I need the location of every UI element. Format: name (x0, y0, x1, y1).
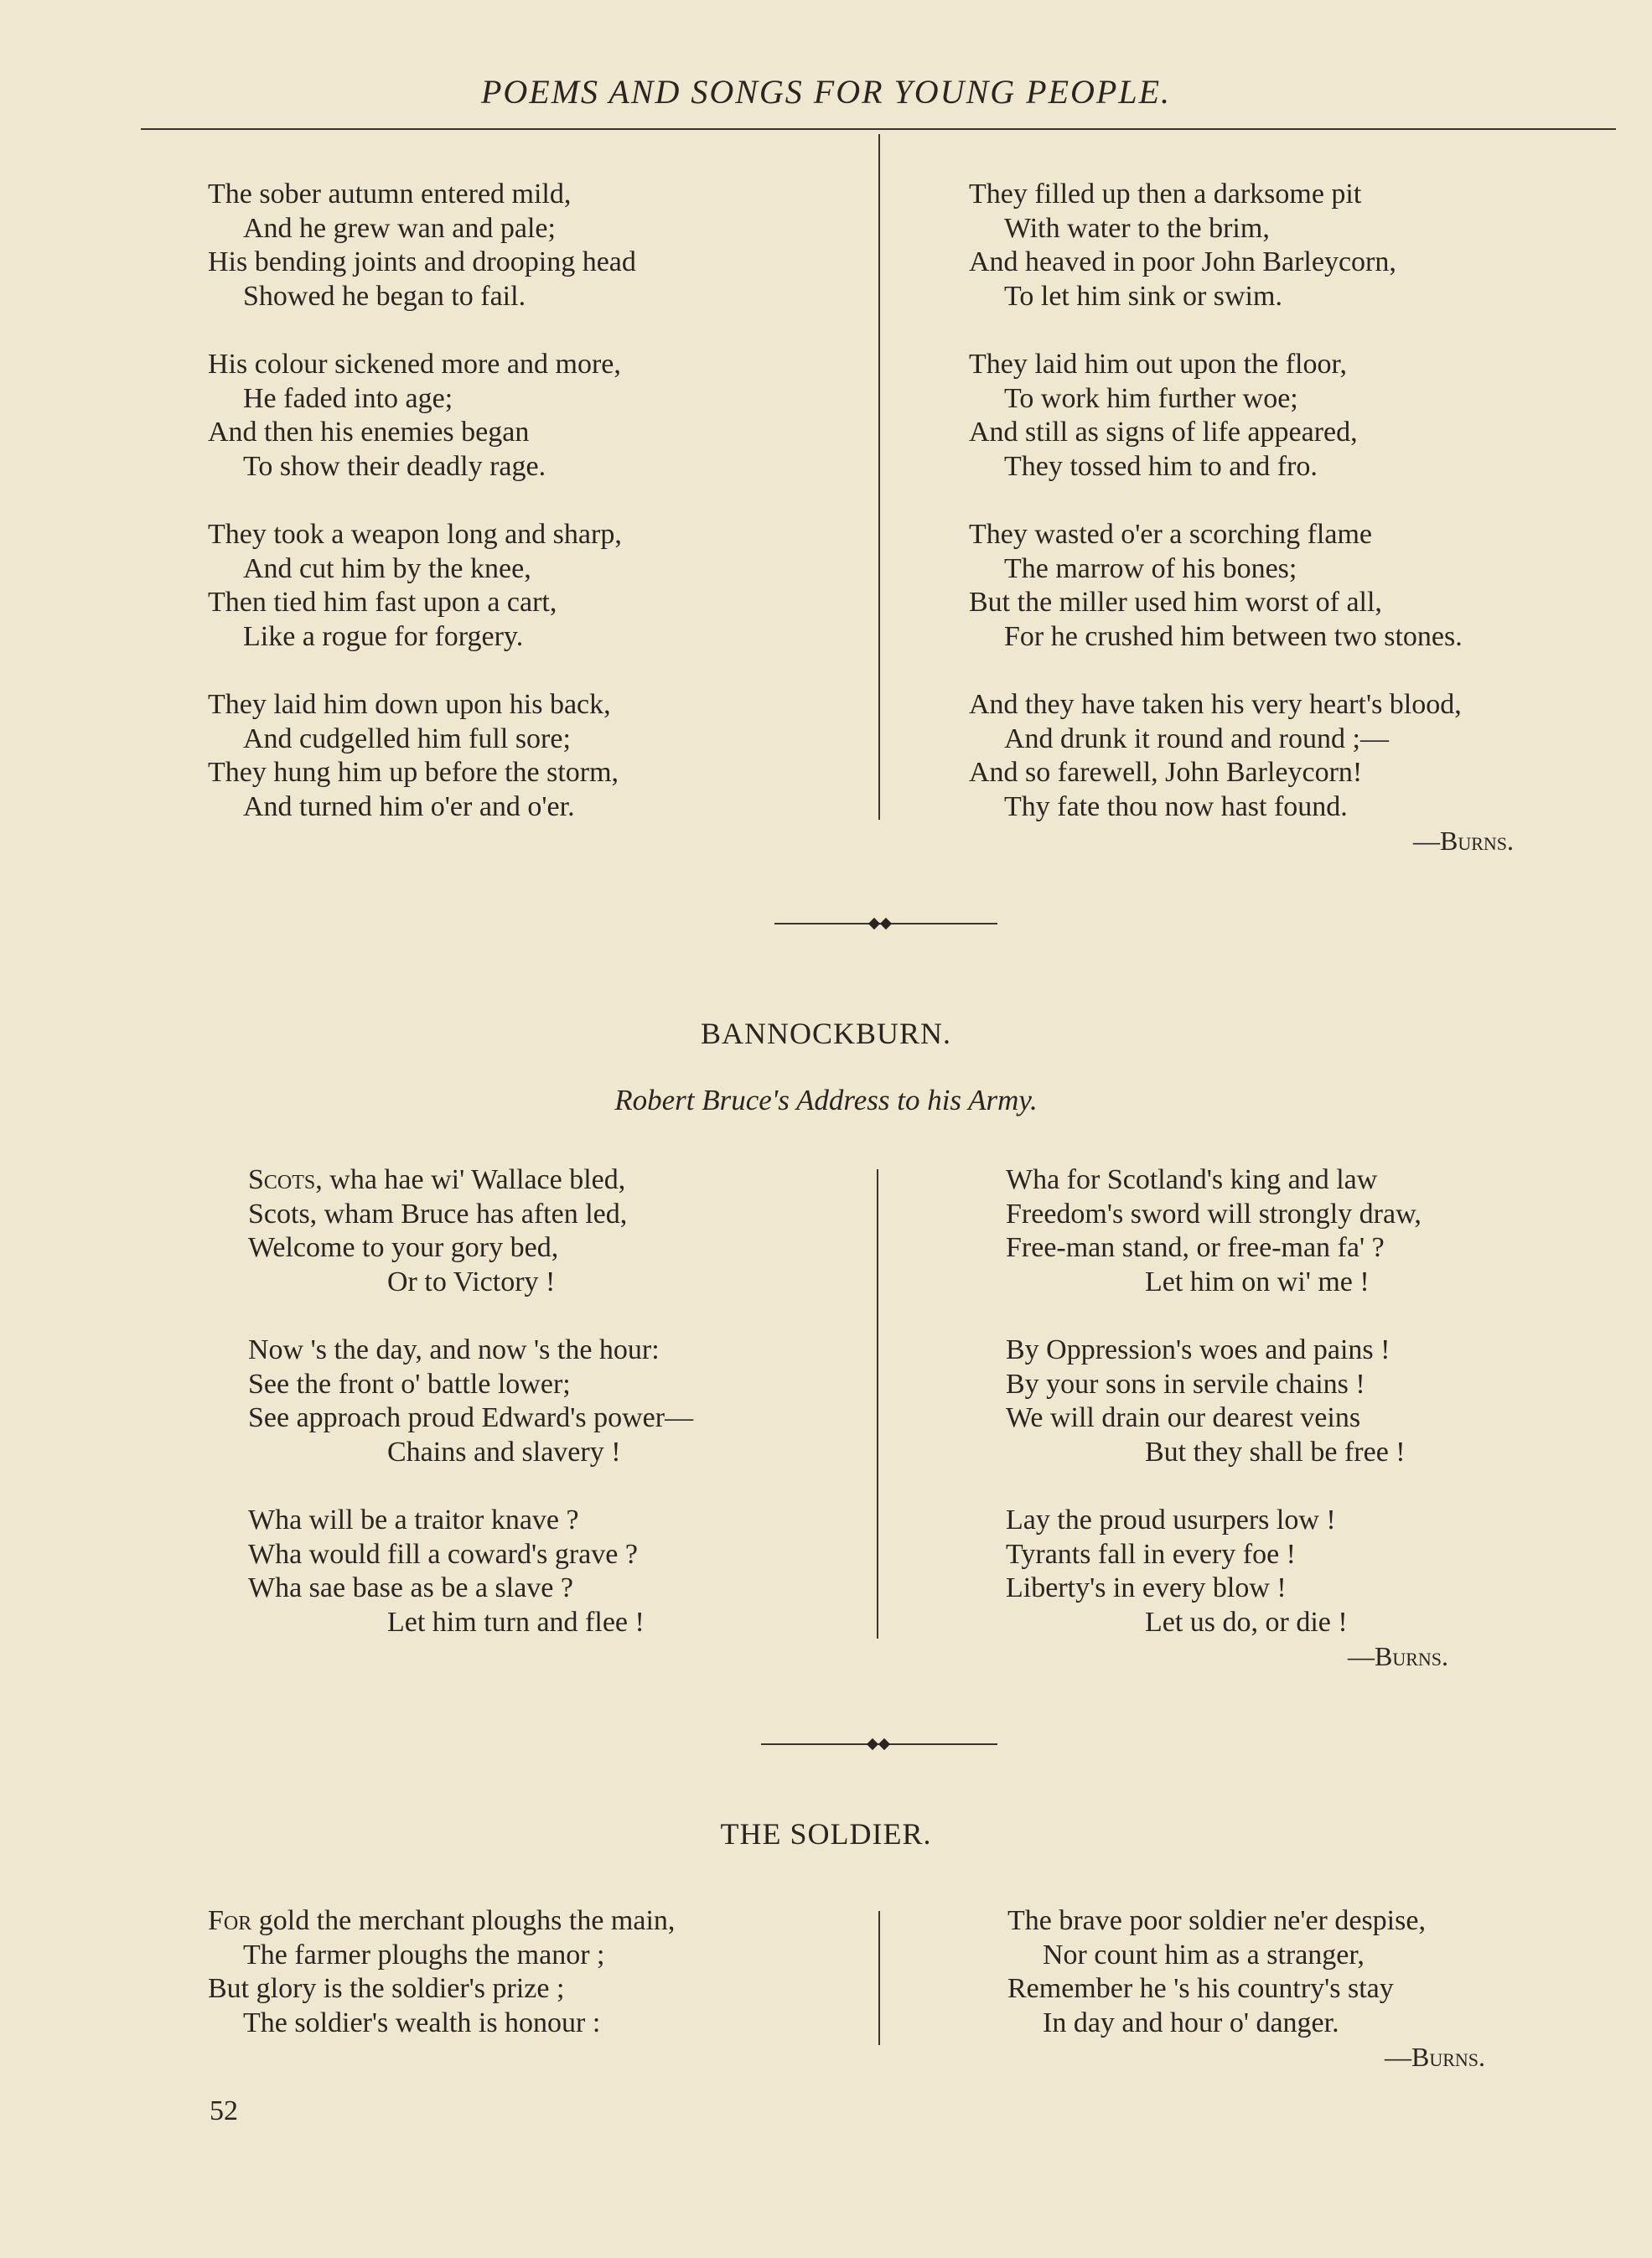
verse-line: Let us do, or die ! (1145, 1606, 1348, 1638)
verse-line: The marrow of his bones; (1004, 552, 1297, 584)
verse-line-rest: wha hae wi' Wallace bled, (322, 1164, 626, 1195)
verse-line: They filled up then a darksome pit (969, 179, 1362, 210)
verse-line (248, 1163, 693, 1198)
barleycorn-left-column (208, 178, 636, 858)
stanza (208, 518, 636, 654)
stanza (248, 1504, 693, 1639)
stanza (248, 1163, 693, 1299)
stanza (1006, 1504, 1509, 1674)
verse-line: Showed he began to fail. (243, 280, 526, 312)
verse-line: They tossed him to and fro. (1004, 450, 1318, 482)
verse-line: By your sons in servile chains ! (1006, 1368, 1365, 1400)
column-divider (878, 1911, 880, 2045)
verse-line: Remember he 's his country's stay (1007, 1973, 1394, 2004)
poem-title: BANNOCKBURN. (700, 1017, 952, 1050)
verse-line: They hung him up before the storm, (208, 757, 619, 788)
diamond-icon (867, 1738, 878, 1750)
column-divider (878, 134, 880, 820)
stanza (969, 178, 1589, 313)
verse-line: Like a rogue for forgery. (243, 620, 524, 652)
verse-line: Scots, wham Bruce has aften led, (248, 1198, 628, 1230)
verse-line: But glory is the soldier's prize ; (208, 1973, 565, 2004)
column-divider (877, 1169, 878, 1639)
barleycorn-right-column (969, 178, 1589, 858)
verse-line: Wha would fill a coward's grave ? (248, 1538, 638, 1570)
verse-line: In day and hour o' danger. (1043, 2007, 1339, 2038)
verse-line: They laid him down upon his back, (208, 689, 611, 720)
attribution: —Burns. (1347, 1641, 1448, 1671)
verse-line: Let him turn and flee ! (387, 1606, 645, 1638)
verse-line: His bending joints and drooping head (208, 246, 636, 277)
verse-line: Liberty's in every blow ! (1006, 1572, 1287, 1603)
verse-line: Lay the proud usurpers low ! (1006, 1504, 1336, 1536)
verse-line: Free-man stand, or free-man fa' ? (1006, 1232, 1385, 1263)
stanza (1007, 1904, 1494, 2074)
first-word: For (208, 1905, 252, 1936)
verse-line: Wha sae base as be a slave ? (248, 1572, 573, 1603)
stanza (208, 1904, 675, 2040)
stanza (1006, 1163, 1509, 1299)
verse-line: Wha will be a traitor knave ? (248, 1504, 579, 1536)
verse-line: His colour sickened more and more, (208, 349, 621, 380)
bannockburn-left-column (248, 1163, 693, 1674)
verse-line: But the miller used him worst of all, (969, 587, 1382, 618)
poem-subtitle: Robert Bruce's Address to his Army. (614, 1084, 1038, 1116)
verse-line: The farmer ploughs the manor ; (243, 1939, 605, 1971)
verse-line: And drunk it round and round ;— (1004, 722, 1389, 754)
page-number: 52 (210, 2095, 238, 2126)
verse-line: And still as signs of life appeared, (969, 417, 1358, 448)
stanza (1006, 1334, 1509, 1469)
verse-line: He faded into age; (243, 382, 453, 414)
verse-line: By Oppression's woes and pains ! (1006, 1334, 1390, 1365)
verse-line: See the front o' battle lower; (248, 1368, 571, 1400)
verse-line: To work him further woe; (1004, 382, 1298, 414)
stanza (208, 348, 636, 484)
verse-line: They wasted o'er a scorching flame (969, 519, 1372, 550)
stanza (969, 688, 1589, 858)
verse-line: Tyrants fall in every foe ! (1006, 1538, 1296, 1570)
stanza (208, 178, 636, 313)
verse-line: The sober autumn entered mild, (208, 179, 572, 210)
verse-line: Then tied him fast upon a cart, (208, 587, 557, 618)
verse-line: Thy fate thou now hast found. (1004, 790, 1348, 822)
head-rule (141, 128, 1616, 130)
verse-line: And turned him o'er and o'er. (243, 790, 575, 822)
verse-line (208, 1904, 675, 1939)
verse-line: Welcome to your gory bed, (248, 1232, 559, 1263)
verse-line-rest: gold the merchant ploughs the main, (258, 1905, 676, 1936)
verse-line: Now 's the day, and now 's the hour: (248, 1334, 660, 1365)
verse-line: To let him sink or swim. (1004, 280, 1282, 312)
verse-line: And then his enemies began (208, 417, 530, 448)
soldier-left-column (208, 1904, 675, 2040)
soldier-right-column (1007, 1904, 1494, 2074)
verse-line: Or to Victory ! (387, 1266, 556, 1297)
stanza (969, 348, 1589, 484)
diamond-icon (878, 1738, 890, 1750)
verse-line: Let him on wi' me ! (1145, 1266, 1370, 1297)
verse-line: Nor count him as a stranger, (1043, 1939, 1365, 1971)
attribution: —Burns. (1384, 2042, 1485, 2072)
verse-line: And they have taken his very heart's blood, (969, 689, 1462, 720)
verse-line: Wha for Scotland's king and law (1006, 1164, 1378, 1195)
stanza (208, 688, 636, 824)
verse-line: With water to the brim, (1004, 212, 1270, 244)
verse-line: But they shall be free ! (1145, 1436, 1406, 1468)
verse-line: And he grew wan and pale; (243, 212, 556, 244)
section-ornament (761, 1738, 997, 1750)
verse-line: And heaved in poor John Barleycorn, (969, 246, 1396, 277)
verse-line: For he crushed him between two stones. (1004, 620, 1463, 652)
verse-line: They laid him out upon the floor, (969, 349, 1347, 380)
running-head: POEMS AND SONGS FOR YOUNG PEOPLE. (480, 73, 1171, 111)
verse-line: They took a weapon long and sharp, (208, 519, 622, 550)
diamond-icon (868, 918, 880, 930)
stanza (969, 518, 1589, 654)
verse-line: To show their deadly rage. (243, 450, 546, 482)
verse-line: The brave poor soldier ne'er despise, (1007, 1905, 1426, 1936)
verse-line: The soldier's wealth is honour : (243, 2007, 601, 2038)
bannockburn-right-column (1006, 1163, 1509, 1674)
first-word: Scots, (248, 1164, 323, 1195)
verse-line: And cudgelled him full sore; (243, 722, 571, 754)
section-ornament (774, 918, 997, 930)
verse-line: And cut him by the knee, (243, 552, 531, 584)
poem-title: THE SOLDIER. (720, 1817, 932, 1851)
verse-line: Freedom's sword will strongly draw, (1006, 1198, 1422, 1230)
stanza (248, 1334, 693, 1469)
verse-line: We will drain our dearest veins (1006, 1402, 1361, 1433)
diamond-icon (880, 918, 892, 930)
attribution: —Burns. (1412, 826, 1514, 856)
verse-line: Chains and slavery ! (387, 1436, 621, 1468)
verse-line: And so farewell, John Barleycorn! (969, 757, 1363, 788)
verse-line: See approach proud Edward's power— (248, 1402, 694, 1433)
